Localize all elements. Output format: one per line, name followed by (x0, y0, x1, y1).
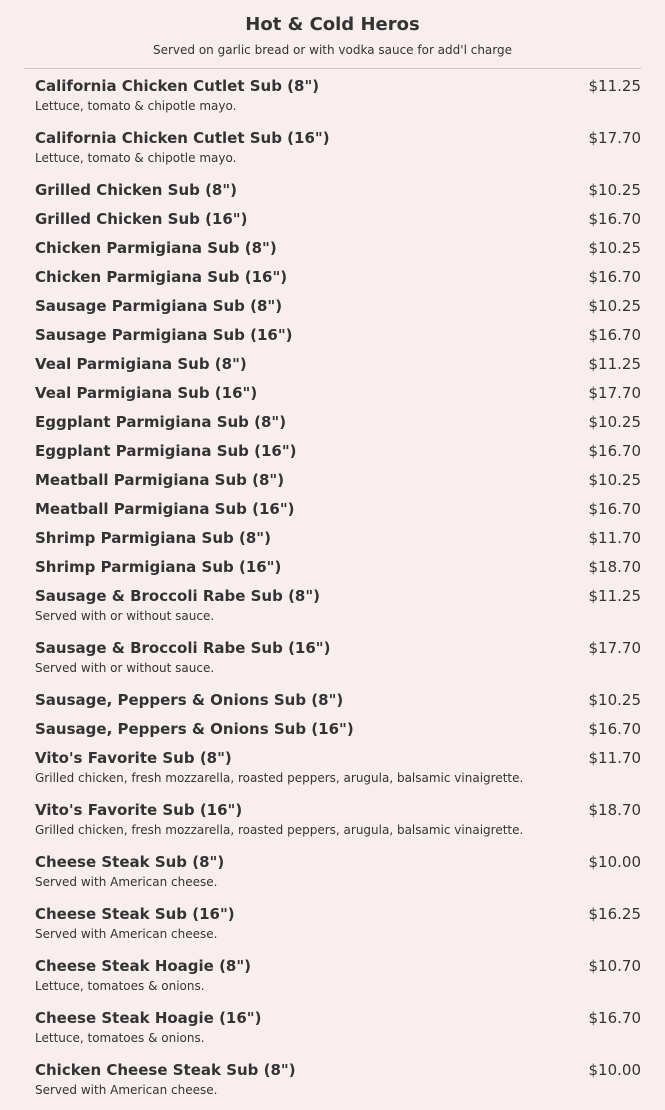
menu-item-price: $16.70 (588, 500, 641, 518)
menu-item-row (35, 126, 641, 148)
menu-item-price: $10.00 (588, 853, 641, 871)
menu-item-name: Sausage Parmigiana Sub (16") (35, 326, 293, 344)
menu-item-name: Grilled Chicken Sub (16") (35, 210, 248, 228)
menu-item[interactable] (35, 323, 641, 352)
menu-item-name: Eggplant Parmigiana Sub (8") (35, 413, 287, 431)
menu-item-row (35, 584, 641, 606)
menu-item-name: Shrimp Parmigiana Sub (8") (35, 529, 271, 547)
menu-item-description: Grilled chicken, fresh mozzarella, roasted peppers, arugula, balsamic vinaigrette. (35, 823, 524, 837)
menu-item-name: Eggplant Parmigiana Sub (16") (35, 442, 297, 460)
menu-item-row (35, 798, 641, 820)
menu-item[interactable] (35, 207, 641, 236)
menu-item-description: Grilled chicken, fresh mozzarella, roasted peppers, arugula, balsamic vinaigrette. (35, 771, 524, 785)
menu-item-row (35, 555, 641, 584)
menu-item[interactable] (35, 717, 641, 746)
menu-item-row (35, 717, 641, 746)
menu-item-price: $16.70 (588, 210, 641, 228)
menu-item-name: Chicken Parmigiana Sub (16") (35, 268, 288, 286)
menu-item-name: Sausage, Peppers & Onions Sub (8") (35, 691, 344, 709)
menu-item-price: $16.70 (588, 1009, 641, 1027)
menu-item-description: Served with American cheese. (35, 875, 218, 889)
menu-item-row (35, 178, 641, 207)
menu-item-row (35, 1058, 641, 1080)
menu-item-row (35, 850, 641, 872)
menu-item-description: Served with American cheese. (35, 1083, 218, 1097)
menu-item[interactable] (35, 236, 641, 265)
menu-item-row (35, 74, 641, 96)
menu-item-name: Meatball Parmigiana Sub (16") (35, 500, 295, 518)
menu-item-name: Meatball Parmigiana Sub (8") (35, 471, 285, 489)
menu-item-row (35, 439, 641, 468)
menu-item-row (35, 236, 641, 265)
menu-item-price: $10.00 (588, 1061, 641, 1079)
menu-item-row (35, 746, 641, 768)
menu-item-row (35, 207, 641, 236)
menu-item-price: $10.25 (588, 181, 641, 199)
menu-item[interactable] (35, 688, 641, 717)
menu-item-price: $11.70 (588, 529, 641, 547)
menu-item-row (35, 688, 641, 717)
menu-item-row (35, 468, 641, 497)
menu-item[interactable] (35, 352, 641, 381)
menu-item-price: $18.70 (588, 801, 641, 819)
menu-item[interactable] (35, 439, 641, 468)
menu-item-name: Chicken Cheese Steak Sub (8") (35, 1061, 296, 1079)
menu-item[interactable] (35, 468, 641, 497)
menu-item[interactable] (35, 555, 641, 584)
menu-item-price: $10.25 (588, 691, 641, 709)
menu-item-price: $17.70 (588, 384, 641, 402)
menu-item[interactable] (35, 954, 641, 1006)
menu-item-row (35, 954, 641, 976)
menu-item-name: California Chicken Cutlet Sub (16") (35, 129, 330, 147)
menu-item[interactable] (35, 74, 641, 126)
menu-item-name: Chicken Parmigiana Sub (8") (35, 239, 277, 257)
menu-item-name: California Chicken Cutlet Sub (8") (35, 77, 320, 95)
menu-item-description: Served with American cheese. (35, 927, 218, 941)
menu-item-name: Shrimp Parmigiana Sub (16") (35, 558, 282, 576)
menu-item-description: Lettuce, tomato & chipotle mayo. (35, 151, 237, 165)
menu-item-name: Sausage Parmigiana Sub (8") (35, 297, 283, 315)
menu-item-row (35, 636, 641, 658)
menu-item-name: Sausage & Broccoli Rabe Sub (8") (35, 587, 321, 605)
menu-item[interactable] (35, 178, 641, 207)
menu-item-name: Veal Parmigiana Sub (16") (35, 384, 258, 402)
menu-item-name: Grilled Chicken Sub (8") (35, 181, 238, 199)
menu-item-price: $11.70 (588, 749, 641, 767)
menu-item-name: Veal Parmigiana Sub (8") (35, 355, 247, 373)
menu-item-name: Cheese Steak Hoagie (8") (35, 957, 252, 975)
section-subtitle: Served on garlic bread or with vodka sauce for add'l charge (152, 43, 512, 57)
menu-item-row (35, 265, 641, 294)
menu-header (0, 0, 665, 58)
menu-item[interactable] (35, 636, 641, 688)
menu-item-price: $11.25 (588, 587, 641, 605)
menu-item[interactable] (35, 410, 641, 439)
menu-item-price: $17.70 (588, 639, 641, 657)
menu-item-description: Lettuce, tomatoes & onions. (35, 979, 205, 993)
menu-item[interactable] (35, 1006, 641, 1058)
menu-item[interactable] (35, 584, 641, 636)
section-title: Hot & Cold Heros (245, 14, 420, 35)
menu-item[interactable] (35, 294, 641, 323)
menu-item-price: $16.70 (588, 442, 641, 460)
menu-item-row (35, 410, 641, 439)
menu-item-description: Lettuce, tomatoes & onions. (35, 1031, 205, 1045)
menu-item[interactable] (35, 1058, 641, 1110)
menu-item[interactable] (35, 381, 641, 410)
menu-item-price: $16.25 (588, 905, 641, 923)
menu-item[interactable] (35, 746, 641, 798)
menu-item-row (35, 902, 641, 924)
menu-items-list (0, 69, 665, 1110)
menu-item-name: Sausage, Peppers & Onions Sub (16") (35, 720, 354, 738)
menu-item-name: Vito's Favorite Sub (8") (35, 749, 232, 767)
menu-item-price: $16.70 (588, 326, 641, 344)
menu-item[interactable] (35, 497, 641, 526)
menu-item[interactable] (35, 526, 641, 555)
menu-item-row (35, 294, 641, 323)
menu-item[interactable] (35, 126, 641, 178)
menu-item-row (35, 352, 641, 381)
menu-item[interactable] (35, 265, 641, 294)
menu-item[interactable] (35, 798, 641, 850)
menu-item-description: Served with or without sauce. (35, 609, 215, 623)
menu-item-name: Vito's Favorite Sub (16") (35, 801, 243, 819)
menu-item-row (35, 1006, 641, 1028)
menu-item-price: $18.70 (588, 558, 641, 576)
menu-item-price: $17.70 (588, 129, 641, 147)
menu-item[interactable] (35, 850, 641, 902)
menu-item-name: Sausage & Broccoli Rabe Sub (16") (35, 639, 331, 657)
menu-item-name: Cheese Steak Sub (8") (35, 853, 225, 871)
menu-item-description: Lettuce, tomato & chipotle mayo. (35, 99, 237, 113)
menu-item-price: $10.25 (588, 413, 641, 431)
menu-item-row (35, 323, 641, 352)
menu-item-row (35, 381, 641, 410)
menu-item-price: $10.25 (588, 297, 641, 315)
menu-item-description: Served with or without sauce. (35, 661, 215, 675)
menu-item-price: $10.25 (588, 471, 641, 489)
menu-item-price: $10.70 (588, 957, 641, 975)
menu-item-price: $11.25 (588, 355, 641, 373)
menu-item-name: Cheese Steak Hoagie (16") (35, 1009, 262, 1027)
menu-item-price: $11.25 (588, 77, 641, 95)
menu-item-price: $16.70 (588, 720, 641, 738)
menu-item-row (35, 526, 641, 555)
menu-item-row (35, 497, 641, 526)
menu-item-price: $16.70 (588, 268, 641, 286)
menu-item[interactable] (35, 902, 641, 954)
menu-item-price: $10.25 (588, 239, 641, 257)
menu-item-name: Cheese Steak Sub (16") (35, 905, 235, 923)
